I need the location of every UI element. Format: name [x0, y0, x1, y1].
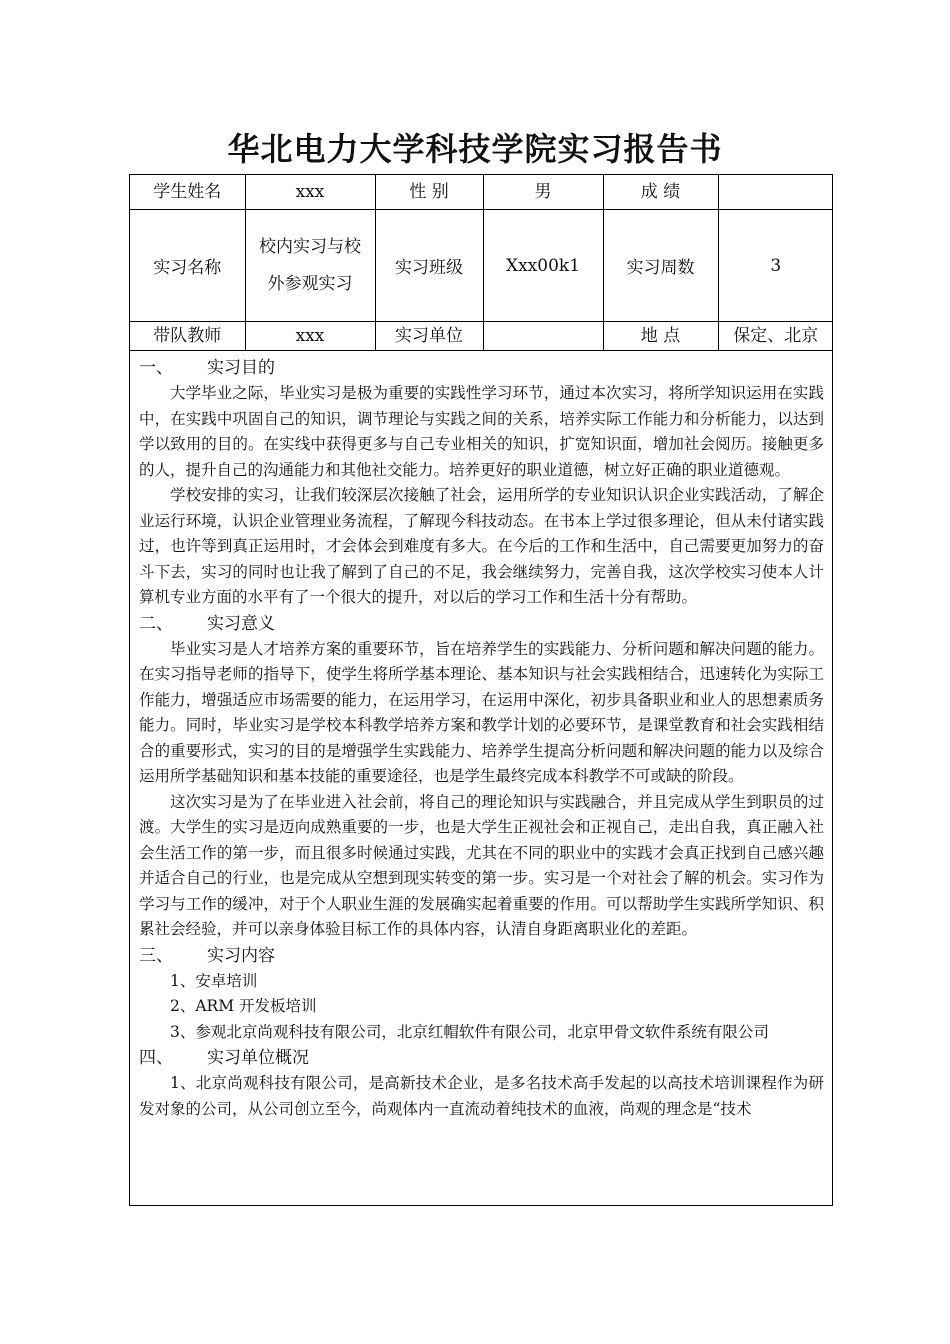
list-item: 3、参观北京尚观科技有限公司，北京红帽软件有限公司，北京甲骨文软件系统有限公司 [170, 1022, 769, 1041]
section-heading: 三、 实习内容 [139, 945, 275, 966]
value-gender: 男 [483, 175, 603, 210]
label-unit: 实习单位 [375, 322, 483, 351]
paragraph: 毕业实习是人才培养方案的重要环节，旨在培养学生的实践能力、分析问题和解决问题的能力。在实习指导老师的指导下，使学生将所学基本理论、基本知识与社会实践相结合，迅速转化为实际工作能力，增强适应市场需要的能力，在运用学习，在运用中深化，初步具备职业和业人的思想素质务能力。同时，毕业实习是学校本科教学培养方案和教学计划的必要环节，是课堂教育和社会实践相结合的重要形式，实习的目的是增强学生实践能力、培养学生提高分析问题和解决问题的能力以及综合运用所学基础知识和基本技能的重要途径，也是学生最终完成本科教学不可或缺的阶段。 [139, 639, 824, 785]
value-grade [718, 175, 833, 210]
value-class: Xxx00k1 [483, 210, 603, 322]
section-heading: 四、 实习单位概况 [139, 1048, 309, 1068]
page-title: 华北电力大学科技学院实习报告书 [227, 130, 723, 168]
label-grade: 成 绩 [603, 175, 718, 210]
list-item: 2、ARM 开发板培训 [170, 997, 317, 1015]
paragraph: 1、北京尚观科技有限公司，是高新技术企业，是多名技术高手发起的以高技术培训课程作为研发对象的公司，从公司创立至今，尚观体内一直流动着纯技术的血液，尚观的理念是“技术 [139, 1074, 824, 1118]
label-location: 地 点 [603, 322, 718, 351]
info-table [130, 175, 833, 351]
value-internship-name: 校内实习与校外参观实习 [245, 210, 375, 322]
value-teacher: xxx [245, 322, 375, 351]
table-row [130, 210, 833, 322]
section-heading: 一、 实习目的 [139, 358, 275, 378]
section-heading: 二、 实习意义 [139, 613, 275, 634]
label-internship-name: 实习名称 [130, 210, 245, 322]
report-frame [129, 174, 833, 1206]
label-gender: 性 别 [375, 175, 483, 210]
value-unit [483, 322, 603, 351]
label-student-name: 学生姓名 [130, 175, 245, 210]
table-row [130, 175, 833, 210]
list-item: 1、安卓培训 [170, 971, 258, 990]
label-teacher: 带队教师 [130, 322, 245, 351]
paragraph: 学校安排的实习，让我们较深层次接触了社会，运用所学的专业知识认识企业实践活动，了解企业运行环境，认识企业管理业务流程，了解现今科技动态。在书本上学过很多理论，但从未付诸实践过，也许等到真正运用时，才会体会到难度有多大。在今后的工作和生活中，自己需要更加努力的奋斗下去，实习的同时也让我了解到了自己的不足，我会继续努力，完善自我，这次学校实习使本人计算机专业方面的水平有了一个很大的提升，对以后的学习工作和生活十分有帮助。 [139, 486, 824, 606]
value-weeks: 3 [718, 210, 833, 322]
label-weeks: 实习周数 [603, 210, 718, 322]
label-class: 实习班级 [375, 210, 483, 322]
value-location: 保定、北京 [718, 322, 833, 351]
report-body [130, 351, 832, 1122]
value-student-name: xxx [245, 175, 375, 210]
paragraph: 大学毕业之际，毕业实习是极为重要的实践性学习环节，通过本次实习，将所学知识运用在实践中，在实践中巩固自己的知识，调节理论与实践之间的关系，培养实际工作能力和分析能力，以达到学以致用的目的。在实线中获得更多与自己专业相关的知识，扩宽知识面，增加社会阅历。接触更多的人，提升自己的沟通能力和其他社交能力。培养更好的职业道德，树立好正确的职业道德观。 [139, 384, 824, 479]
table-row [130, 322, 833, 351]
paragraph: 这次实习是为了在毕业进入社会前，将自己的理论知识与实践融合，并且完成从学生到职员的过渡。大学生的实习是迈向成熟重要的一步，也是大学生正视社会和正视自己，走出自我，真正融入社会生活工作的第一步，而且很多时候通过实践，尤其在不同的职业中的实践才会真正找到自己感兴趣并适合自己的行业，也是完成从空想到现实转变的第一步。实习是一个对社会了解的机会。实习作为学习与工作的缓冲，对于个人职业生涯的发展确实起着重要的作用。可以帮助学生实践所学知识、积累社会经验，并可以亲身体验目标工作的具体内容，认清自身距离职业化的差距。 [139, 792, 824, 938]
